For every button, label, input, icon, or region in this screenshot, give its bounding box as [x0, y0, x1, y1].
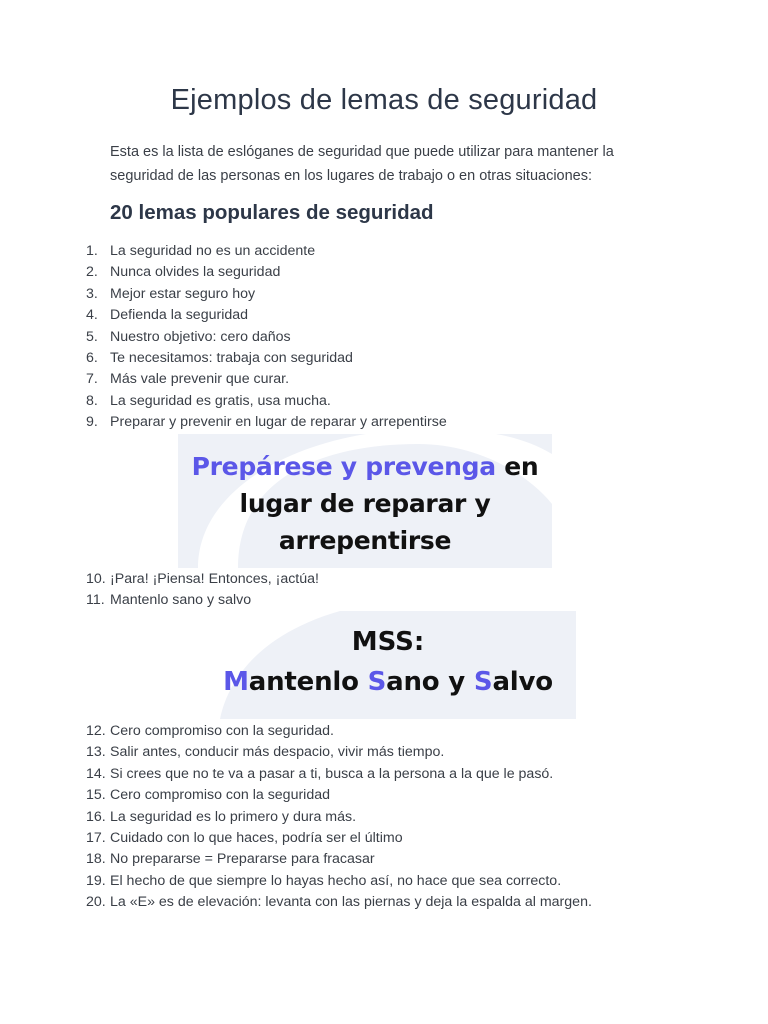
list-item-text: No prepararse = Prepararse para fracasar	[110, 851, 375, 868]
list-item-number: 14.	[86, 765, 106, 782]
list-item-text: Nunca olvides la seguridad	[110, 264, 281, 281]
list-item	[0, 284, 447, 305]
list-item-number: 18.	[86, 851, 106, 868]
list-item-number: 4.	[86, 307, 98, 324]
list-item-text: La «E» es de elevación: levanta con las piernas y deja la espalda al margen.	[110, 894, 592, 911]
list-item-text: Salir antes, conducir más despacio, vivir más tiempo.	[110, 744, 445, 761]
list-item-text: Si crees que no te va a pasar a ti, busca a la persona a la que le pasó.	[110, 765, 554, 782]
banner-line-1-rest: en	[495, 452, 539, 481]
banner-acronym: MSS:	[351, 627, 425, 657]
slogan-list-12-20	[0, 721, 592, 914]
list-item	[0, 412, 447, 433]
list-item-text: El hecho de que siempre lo hayas hecho así, no hace que sea correcto.	[110, 872, 562, 889]
banner-text	[200, 625, 576, 705]
list-item	[0, 892, 592, 913]
list-item-text: Más vale prevenir que curar.	[110, 371, 290, 388]
list-item-number: 10.	[86, 571, 106, 587]
slogan-list-1-9	[0, 241, 447, 434]
list-item	[0, 305, 447, 326]
list-item	[0, 348, 447, 369]
list-item-text: ¡Para! ¡Piensa! Entonces, ¡actúa!	[110, 571, 319, 587]
word-antenlo: antenlo	[248, 667, 368, 697]
list-item-number: 19.	[86, 872, 106, 889]
list-item	[0, 241, 447, 262]
list-item	[0, 721, 592, 742]
list-item-number: 17.	[86, 829, 106, 846]
list-item-text: Mantenlo sano y salvo	[110, 592, 252, 609]
list-item-text: Preparar y prevenir en lugar de reparar y arrepentirse	[110, 414, 447, 431]
list-item	[0, 590, 319, 611]
list-item-text: Cero compromiso con la seguridad	[110, 787, 331, 804]
list-item	[0, 327, 447, 348]
list-item	[0, 871, 592, 892]
list-item-number: 5.	[86, 328, 98, 345]
list-item	[0, 262, 447, 283]
list-item	[0, 391, 447, 412]
list-item	[0, 569, 319, 590]
list-item	[0, 849, 592, 870]
word-ano-y: ano y	[386, 667, 474, 697]
slogan-banner-mss	[200, 611, 576, 719]
list-item-number: 7.	[86, 371, 98, 388]
acronym-letter-s: S	[473, 667, 493, 697]
slogan-list-10-11	[0, 569, 319, 612]
acronym-letter-m: M	[223, 667, 249, 697]
list-item-number: 16.	[86, 808, 106, 825]
list-item-text: Defienda la seguridad	[110, 307, 249, 324]
section-title: 20 lemas populares de seguridad	[110, 201, 434, 224]
banner-line-3: arrepentirse	[278, 526, 452, 555]
list-item-number: 11.	[86, 592, 105, 609]
slogan-banner-prepare	[178, 434, 552, 568]
page-title: Ejemplos de lemas de seguridad	[170, 84, 598, 116]
intro-paragraph: Esta es la lista de eslóganes de seguridad que puede utilizar para mantener la seguridad de las personas en los lugares de trabajo o en otras situaciones:	[110, 144, 614, 184]
list-item-text: La seguridad es gratis, usa mucha.	[110, 392, 331, 409]
banner-expansion	[200, 659, 576, 705]
banner-accent-text: Prepárese y prevenga	[191, 452, 496, 481]
banner-line-2: lugar de reparar y	[239, 489, 491, 518]
list-item-number: 6.	[86, 349, 98, 366]
list-item	[0, 785, 592, 806]
list-item-number: 9.	[86, 414, 98, 431]
banner-text	[178, 448, 552, 559]
list-item-text: La seguridad no es un accidente	[110, 243, 316, 259]
list-item-text: Mejor estar seguro hoy	[110, 285, 256, 302]
list-item-number: 2.	[86, 264, 98, 281]
list-item-number: 8.	[86, 392, 98, 409]
list-item	[0, 742, 592, 763]
list-item-text: Te necesitamos: trabaja con seguridad	[110, 349, 353, 366]
list-item-number: 20.	[86, 894, 106, 911]
list-item-text: Cuidado con lo que haces, podría ser el último	[110, 829, 403, 846]
list-item-number: 15.	[86, 787, 106, 804]
acronym-letter-s: S	[367, 667, 387, 697]
list-item	[0, 807, 592, 828]
list-item-number: 3.	[86, 285, 98, 302]
list-item	[0, 828, 592, 849]
list-item	[0, 369, 447, 390]
list-item-number: 13.	[86, 744, 106, 761]
list-item-number: 1.	[86, 243, 98, 259]
list-item-number: 12.	[86, 723, 106, 739]
list-item-text: La seguridad es lo primero y dura más.	[110, 808, 357, 825]
banner-line-1	[178, 448, 552, 485]
list-item-text: Cero compromiso con la seguridad.	[110, 723, 334, 739]
list-item	[0, 764, 592, 785]
list-item-text: Nuestro objetivo: cero daños	[110, 328, 291, 345]
word-alvo: alvo	[492, 667, 553, 697]
